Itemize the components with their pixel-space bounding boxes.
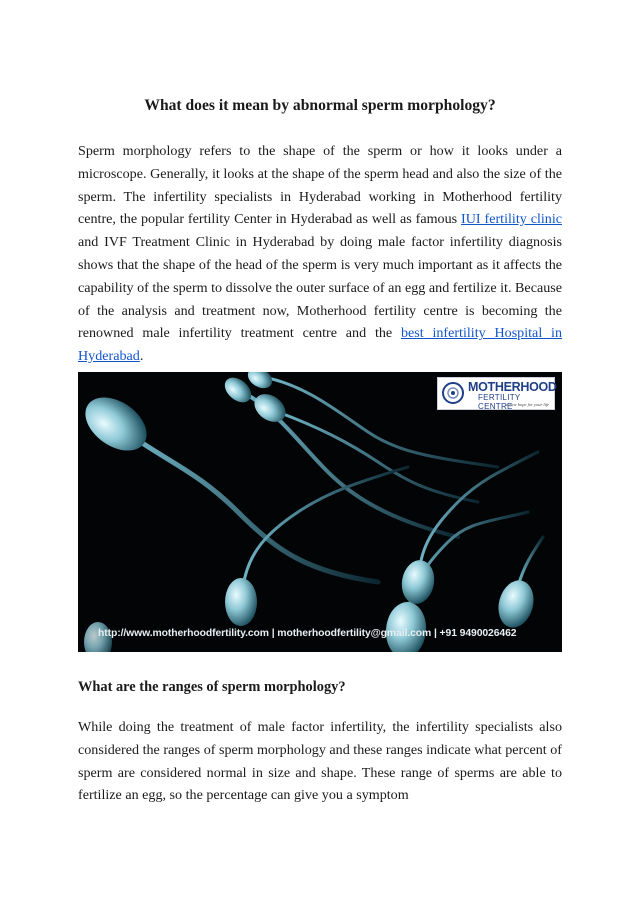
intro-paragraph [78,140,562,368]
intro-text-2: and IVF Treatment Clinic in Hyderabad by doing male factor infertility diagnosis shows that the shape of the head of the sperm is very much important as it affects the capability of the sperm to dissolve the outer surface of an egg and fertilize it. Because of the analysis and treatment now, Motherhood fertility centre is becoming the renowned male infertility treatment centre and the [78,234,562,342]
motherhood-logo [437,377,555,410]
section-title: What does it mean by abnormal sperm morphology? [144,97,496,114]
image-caption: http://www.motherhoodfertility.com | motherhoodfertility@gmail.com | +91 9490026462 [98,628,517,639]
best-infertility-hospital-link[interactable]: best infertility Hospital in Hyderabad [78,325,562,365]
sperm-illustration-graphic [78,372,562,652]
logo-subtitle: FERTILITY CENTRE [478,393,521,411]
intro-text-1: Sperm morphology refers to the shape of the sperm or how it looks under a microscope. Generally, it looks at the shape of the sperm head and also the size of the sperm. The infertility specialists in Hyderabad working in Motherhood fertility centre, the popular fertility Center in Hyderabad as well as famous [78,143,562,228]
sperm-illustration-image [78,372,562,652]
logo-tagline: a new hope for your life [506,402,550,407]
logo-emblem-icon [441,381,465,405]
ranges-paragraph: While doing the treatment of male factor infertility, the infertility specialists also considered the ranges of sperm morphology and these ranges indicate what percent of sperm are considered normal in size and shape. These range of sperms are able to fertilize an egg, so the percentage can give you a symptom [78,719,562,804]
logo-name: MOTHERHOOD [468,380,557,394]
section-heading: What are the ranges of sperm morphology? [78,679,346,695]
intro-text-3: . [139,348,144,365]
iui-fertility-clinic-link[interactable]: IUI fertility clinic [461,211,562,228]
